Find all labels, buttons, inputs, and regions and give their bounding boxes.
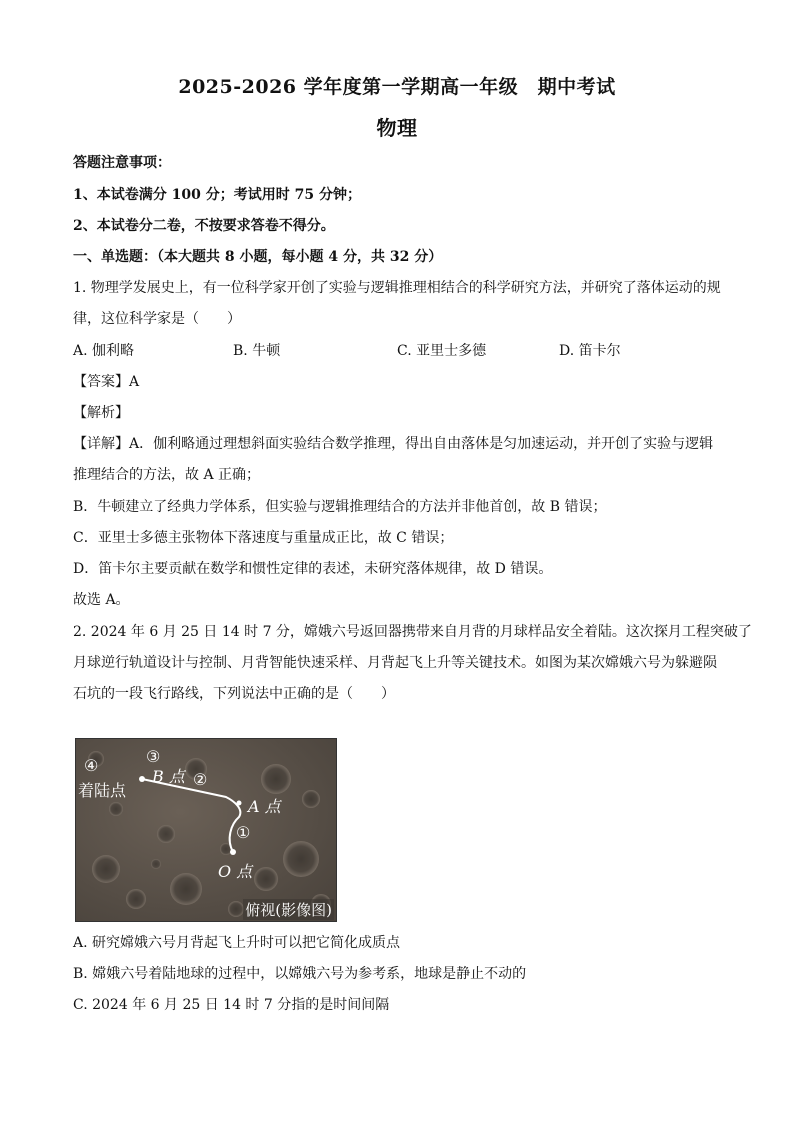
segment-3-label: ③ <box>146 747 161 766</box>
q2-stem-line-2: 月球逆行轨道设计与控制、月背智能快速采样、月背起飞上升等关键技术。如图为某次嫦娥六号为躲避陨 <box>73 655 717 671</box>
segment-4-label: ④ <box>84 756 99 775</box>
q1-stem-line-1: 1. 物理学发展史上，有一位科学家开创了实验与逻辑推理相结合的科学研究方法，并研究了落体运动的规 <box>73 280 721 296</box>
q1-option-a: A. 伽利略 <box>73 343 135 359</box>
landing-point-dot <box>139 776 145 782</box>
q1-detail-line-2: 推理结合的方法，故 A 正确； <box>73 467 261 483</box>
q1-detail-line-5: D．笛卡尔主要贡献在数学和惯性定律的表述，未研究落体规律，故 D 错误。 <box>73 561 553 577</box>
q1-detail-line-3: B．牛顿建立了经典力学体系，但实验与逻辑推理结合的方法并非他首创，故 B 错误； <box>73 499 607 515</box>
q1-option-d: D. 笛卡尔 <box>559 343 621 359</box>
point-o-dot <box>230 849 236 855</box>
q1-detail-line-1: 【详解】A．伽利略通过理想斜面实验结合数学推理，得出自由落体是匀加速运动，并开创了实验与逻辑 <box>73 436 714 452</box>
q2-option-a: A. 研究嫦娥六号月背起飞上升时可以把它简化成质点 <box>73 935 401 951</box>
lunar-flight-path-figure <box>75 738 337 922</box>
exam-title: 2025-2026 学年度第一学期高一年级 期中考试 <box>178 76 616 98</box>
point-a-label: A 点 <box>248 797 281 816</box>
q2-option-c: C. 2024 年 6 月 25 日 14 时 7 分指的是时间间隔 <box>73 997 390 1013</box>
notice-item-1: 1、本试卷满分 100 分；考试用时 75 分钟； <box>73 187 361 203</box>
q1-detail-line-4: C．亚里士多德主张物体下落速度与重量成正比，故 C 错误； <box>73 530 454 546</box>
segment-2-label: ② <box>193 770 208 789</box>
q1-analysis-label: 【解析】 <box>73 405 129 421</box>
point-o-label: O 点 <box>218 862 253 881</box>
segment-1-label: ① <box>236 823 251 842</box>
section-1-heading: 一、单选题：（本大题共 8 小题，每小题 4 分，共 32 分） <box>73 249 443 265</box>
figure-caption: 俯视(影像图) <box>245 901 332 919</box>
notice-heading: 答题注意事项： <box>73 155 171 171</box>
q1-answer: 【答案】A <box>73 374 140 390</box>
notice-item-2: 2、本试卷分二卷，不按要求答卷不得分。 <box>73 218 335 234</box>
lunar-surface-image <box>76 739 336 921</box>
subject-title: 物理 <box>376 116 418 140</box>
q2-stem-line-1: 2. 2024 年 6 月 25 日 14 时 7 分，嫦娥六号返回器携带来自月背的月球样品安全着陆。这次探月工程突破了 <box>73 624 752 640</box>
q2-option-b: B. 嫦娥六号着陆地球的过程中，以嫦娥六号为参考系，地球是静止不动的 <box>73 966 527 982</box>
q1-option-c: C. 亚里士多德 <box>397 343 487 359</box>
q1-stem-line-2: 律，这位科学家是（ ） <box>73 311 241 327</box>
q2-stem-line-3: 石坑的一段飞行路线，下列说法中正确的是（ ） <box>73 686 395 702</box>
landing-point-label: 着陆点 <box>78 781 127 800</box>
q1-detail-line-6: 故选 A。 <box>73 592 130 608</box>
point-b-label: B 点 <box>152 767 185 786</box>
q1-option-b: B. 牛顿 <box>233 343 281 359</box>
point-a-dot <box>237 801 242 806</box>
